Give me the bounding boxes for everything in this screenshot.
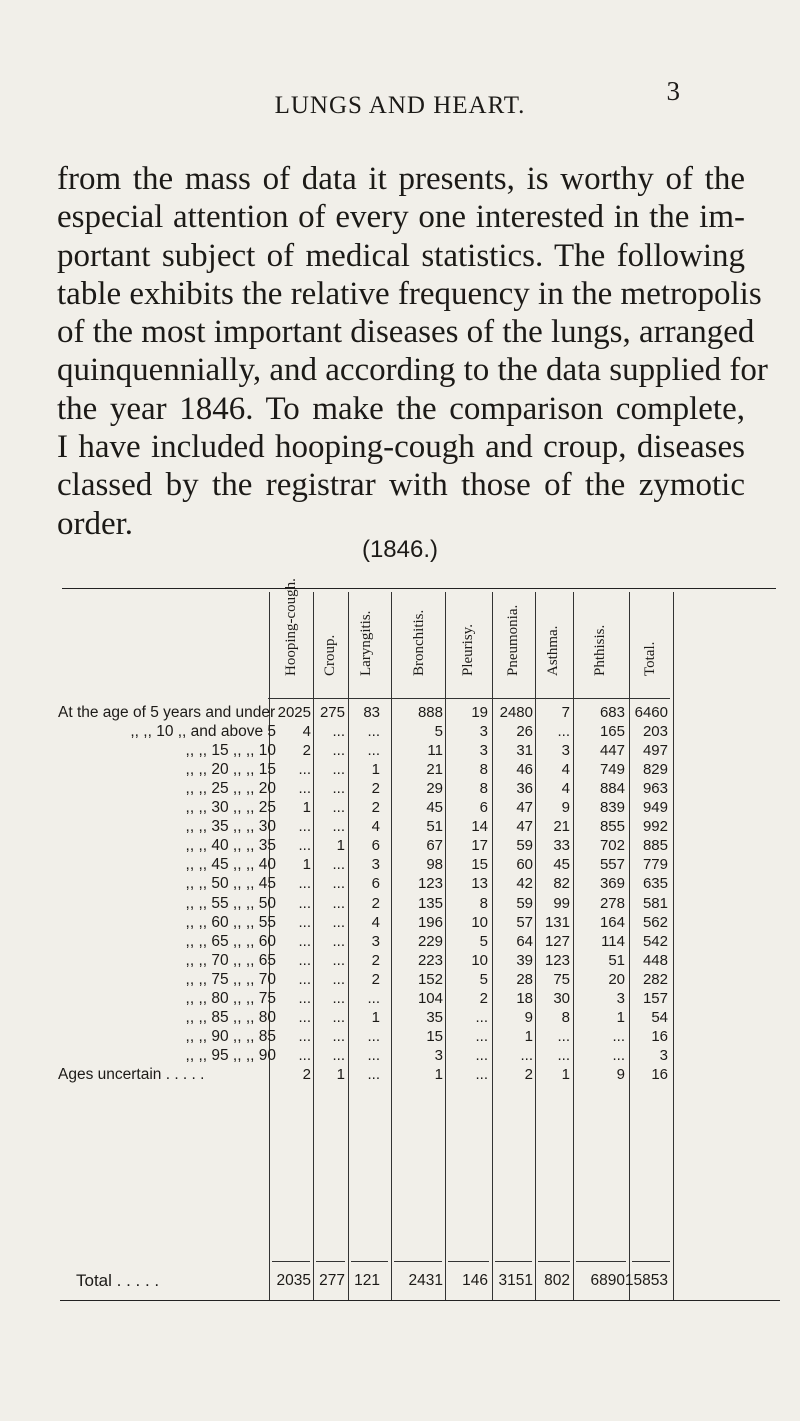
- table-cell: 3: [371, 932, 380, 950]
- table-cell: ...: [298, 951, 311, 969]
- row-label: ,, ,, 60 ,, ,, 55: [185, 913, 276, 931]
- table-cell: 47: [516, 818, 533, 836]
- table-cell: ...: [298, 989, 311, 1007]
- row-label: ,, ,, 20 ,, ,, 15: [185, 761, 276, 779]
- table-cell: 6: [371, 837, 380, 855]
- table-cell: ...: [332, 742, 345, 760]
- sum-rule: [316, 1261, 345, 1262]
- table-cell: 42: [516, 875, 533, 893]
- table-cell: 3: [371, 856, 380, 874]
- table-row: [0, 971, 800, 989]
- table-cell: 10: [471, 913, 488, 931]
- table-cell: 60: [516, 856, 533, 874]
- table-cell: 123: [544, 951, 570, 969]
- table-row: [0, 1047, 800, 1065]
- table-cell: 135: [417, 894, 443, 912]
- column-header-label: Hooping-cough.: [283, 578, 299, 676]
- sum-rule: [495, 1261, 532, 1262]
- table-cell: 16: [651, 1027, 668, 1045]
- intro-line: I have included hooping-cough and croup, diseases: [57, 429, 745, 466]
- row-label: ,, ,, 15 ,, ,, 10: [185, 742, 276, 760]
- table-cell: ...: [332, 970, 345, 988]
- table-cell: 21: [426, 761, 443, 779]
- table-cell: 16: [651, 1065, 668, 1083]
- table-cell: ...: [298, 894, 311, 912]
- table-cell: 4: [561, 761, 570, 779]
- sum-rule: [632, 1261, 670, 1262]
- table-cell: 26: [516, 723, 533, 741]
- table-cell: ...: [332, 913, 345, 931]
- table-row: [0, 799, 800, 817]
- row-label: ,, ,, 40 ,, ,, 35: [185, 837, 276, 855]
- sum-rule: [538, 1261, 570, 1262]
- row-label: ,, ,, 95 ,, ,, 90: [185, 1046, 276, 1064]
- table-cell: 15: [426, 1027, 443, 1045]
- table-cell: 157: [642, 989, 668, 1007]
- table-cell: 75: [553, 970, 570, 988]
- table-cell: 963: [642, 780, 668, 798]
- row-label: ,, ,, 35 ,, ,, 30: [185, 818, 276, 836]
- table-cell: 448: [642, 951, 668, 969]
- table-cell: 59: [516, 837, 533, 855]
- row-label: ,, ,, 45 ,, ,, 40: [185, 856, 276, 874]
- table-cell: ...: [612, 1046, 625, 1064]
- table-cell: 802: [544, 1272, 570, 1289]
- table-cell: 749: [599, 761, 625, 779]
- table-cell: ...: [475, 1008, 488, 1026]
- table-cell: 8: [479, 894, 488, 912]
- table-row: [0, 818, 800, 836]
- table-cell: 10: [471, 951, 488, 969]
- table-cell: ...: [367, 1065, 380, 1083]
- table-cell: ...: [332, 989, 345, 1007]
- table-cell: ...: [332, 1027, 345, 1045]
- table-cell: ...: [298, 932, 311, 950]
- table-cell: 83: [363, 704, 380, 721]
- table-cell: 542: [642, 932, 668, 950]
- row-label: ,, ,, 30 ,, ,, 25: [185, 799, 276, 817]
- row-label: ,, ,, 90 ,, ,, 85: [185, 1027, 276, 1045]
- table-cell: 2: [371, 780, 380, 798]
- table-cell: 6890: [590, 1272, 625, 1289]
- table-cell: 6: [371, 875, 380, 893]
- table-cell: ...: [332, 761, 345, 779]
- table-cell: 4: [371, 913, 380, 931]
- column-header-label: Pneumonia.: [505, 604, 521, 676]
- table-cell: 59: [516, 894, 533, 912]
- table-cell: 229: [417, 932, 443, 950]
- table-row: [0, 761, 800, 779]
- table-cell: 99: [553, 894, 570, 912]
- running-title: LUNGS AND HEART.: [274, 92, 526, 119]
- table-cell: 4: [371, 818, 380, 836]
- table-cell: 46: [516, 761, 533, 779]
- table-cell: 2025: [277, 704, 311, 721]
- table-cell: ...: [298, 1008, 311, 1026]
- table-cell: 82: [553, 875, 570, 893]
- table-cell: ...: [298, 818, 311, 836]
- intro-line: table exhibits the relative frequency in the metropolis: [57, 275, 762, 312]
- table-cell: 3: [479, 723, 488, 741]
- table-cell: 39: [516, 951, 533, 969]
- table-cell: 104: [417, 989, 443, 1007]
- table-cell: ...: [332, 799, 345, 817]
- table-cell: 1: [434, 1065, 443, 1083]
- table-title: (1846.): [361, 536, 439, 563]
- table-row: [0, 723, 800, 741]
- table-cell: 3: [434, 1046, 443, 1064]
- sum-rule: [272, 1261, 310, 1262]
- table-cell: 152: [417, 970, 443, 988]
- table-cell: 67: [426, 837, 443, 855]
- table-cell: 45: [426, 799, 443, 817]
- table-row: [0, 780, 800, 798]
- table-cell: 9: [616, 1065, 625, 1083]
- intro-line: especial attention of every one interested in the im-: [57, 199, 745, 236]
- table-bottom-rule: [60, 1300, 780, 1301]
- table-cell: 146: [462, 1272, 488, 1289]
- table-cell: 2: [302, 1065, 311, 1083]
- table-cell: 45: [553, 856, 570, 874]
- table-cell: ...: [298, 875, 311, 893]
- table-cell: 839: [599, 799, 625, 817]
- table-cell: 123: [417, 875, 443, 893]
- row-label: ,, ,, 10 ,, and above 5: [130, 723, 276, 741]
- table-cell: 4: [302, 723, 311, 741]
- table-cell: 2: [479, 989, 488, 1007]
- sum-rule: [448, 1261, 489, 1262]
- table-cell: 702: [599, 837, 625, 855]
- table-cell: 779: [642, 856, 668, 874]
- table-row: [0, 1066, 800, 1084]
- page-header: [0, 76, 800, 140]
- table-cell: 2: [302, 742, 311, 760]
- table-cell: 33: [553, 837, 570, 855]
- table-cell: 20: [608, 970, 625, 988]
- table-cell: 277: [319, 1272, 345, 1289]
- table-cell: ...: [298, 1046, 311, 1064]
- column-header-label: Croup.: [322, 634, 338, 676]
- table-cell: 5: [479, 970, 488, 988]
- column-header-label: Phthisis.: [592, 624, 608, 676]
- table-cell: 9: [561, 799, 570, 817]
- table-cell: 19: [471, 704, 488, 721]
- table-cell: ...: [332, 1008, 345, 1026]
- page-number: 3: [666, 76, 680, 106]
- table-cell: 21: [553, 818, 570, 836]
- header-bottom-rule: [268, 698, 670, 699]
- table-cell: 497: [642, 742, 668, 760]
- table-cell: ...: [520, 1046, 533, 1064]
- intro-line: classed by the registrar with those of the zymotic: [57, 467, 745, 504]
- table-cell: 5: [479, 932, 488, 950]
- table-row: [0, 742, 800, 760]
- table-cell: 1: [561, 1065, 570, 1083]
- sum-rule: [351, 1261, 388, 1262]
- table-cell: 562: [642, 913, 668, 931]
- table-cell: ...: [367, 989, 380, 1007]
- table-cell: 11: [427, 742, 443, 760]
- table-cell: ...: [367, 1046, 380, 1064]
- table-cell: 8: [479, 780, 488, 798]
- table-cell: 369: [599, 875, 625, 893]
- table-cell: 885: [642, 837, 668, 855]
- table-cell: 17: [471, 837, 488, 855]
- table-cell: 581: [642, 894, 668, 912]
- table-row: [0, 952, 800, 970]
- table-cell: 557: [599, 856, 625, 874]
- intro-line: portant subject of medical statistics. The following: [57, 237, 745, 274]
- table-cell: 888: [417, 704, 443, 721]
- table-cell: 855: [599, 818, 625, 836]
- table-cell: ...: [298, 780, 311, 798]
- table-cell: 164: [599, 913, 625, 931]
- table-cell: 36: [516, 780, 533, 798]
- table-cell: 635: [642, 875, 668, 893]
- table-cell: ...: [332, 875, 345, 893]
- table-cell: ...: [367, 1027, 380, 1045]
- table-cell: 114: [601, 932, 625, 950]
- row-label: ,, ,, 65 ,, ,, 60: [185, 932, 276, 950]
- table-cell: ...: [298, 761, 311, 779]
- table-cell: ...: [332, 780, 345, 798]
- table-cell: ...: [557, 1046, 570, 1064]
- table-cell: 7: [561, 704, 570, 721]
- intro-line: from the mass of data it presents, is worthy of the: [57, 161, 745, 197]
- table-row: [0, 875, 800, 893]
- table-cell: 54: [651, 1008, 668, 1026]
- table-cell: 1: [302, 856, 311, 874]
- table-row: [0, 895, 800, 913]
- table-cell: 1: [524, 1027, 533, 1045]
- table-cell: ...: [332, 951, 345, 969]
- table-row: [0, 933, 800, 951]
- row-label: ,, ,, 70 ,, ,, 65: [185, 951, 276, 969]
- sum-rule: [394, 1261, 442, 1262]
- table-cell: ...: [332, 856, 345, 874]
- table-cell: 18: [516, 989, 533, 1007]
- row-label: ,, ,, 80 ,, ,, 75: [185, 989, 276, 1007]
- table-cell: 127: [544, 932, 570, 950]
- table-cell: 3: [479, 742, 488, 760]
- row-label: Ages uncertain . . . . .: [58, 1065, 205, 1083]
- table-cell: 1: [371, 1008, 380, 1026]
- table-cell: ...: [475, 1027, 488, 1045]
- table-cell: ...: [298, 913, 311, 931]
- row-label: ,, ,, 75 ,, ,, 70: [185, 970, 276, 988]
- table-row: [0, 1009, 800, 1027]
- column-header-label: Pleurisy.: [460, 624, 476, 676]
- table-cell: ...: [475, 1046, 488, 1064]
- table-cell: 3151: [498, 1272, 533, 1289]
- table-cell: 13: [471, 875, 488, 893]
- table-cell: 9: [524, 1008, 533, 1026]
- table-cell: 282: [642, 970, 668, 988]
- table-top-rule: [62, 588, 776, 589]
- table-cell: 131: [544, 913, 570, 931]
- table-cell: 829: [642, 761, 668, 779]
- table-cell: 992: [642, 818, 668, 836]
- table-cell: 6460: [634, 704, 668, 721]
- table-cell: 8: [561, 1008, 570, 1026]
- table-cell: 14: [471, 818, 488, 836]
- row-label: ,, ,, 55 ,, ,, 50: [185, 894, 276, 912]
- table-cell: 223: [417, 951, 443, 969]
- column-header-label: Bronchitis.: [411, 609, 427, 676]
- intro-line: quinquennially, and according to the data supplied for: [57, 352, 768, 389]
- table-cell: 3: [659, 1046, 668, 1064]
- table-cell: 15853: [624, 1272, 668, 1289]
- table-cell: ...: [332, 1046, 345, 1064]
- table-cell: 2035: [276, 1272, 311, 1289]
- table-cell: 4: [561, 780, 570, 798]
- table-cell: 1: [371, 761, 380, 779]
- table-cell: 1: [336, 1065, 345, 1083]
- table-row: [0, 990, 800, 1008]
- table-cell: 2: [371, 951, 380, 969]
- table-cell: 51: [608, 951, 625, 969]
- table-row: [0, 704, 800, 722]
- table-cell: 28: [516, 970, 533, 988]
- table-cell: ...: [557, 723, 570, 741]
- row-label: ,, ,, 85 ,, ,, 80: [185, 1008, 276, 1026]
- table-cell: 2431: [408, 1272, 443, 1289]
- table-cell: 278: [599, 894, 625, 912]
- row-label: At the age of 5 years and under: [58, 704, 276, 721]
- table-cell: 35: [426, 1008, 443, 1026]
- column-header-label: Total.: [642, 641, 658, 676]
- table-cell: 5: [434, 723, 443, 741]
- table-cell: 884: [599, 780, 625, 798]
- table-cell: 196: [417, 913, 443, 931]
- table-cell: ...: [332, 818, 345, 836]
- intro-line: order.: [57, 505, 134, 542]
- table-cell: 29: [426, 780, 443, 798]
- table-cell: 2: [371, 894, 380, 912]
- table-cell: 31: [516, 742, 533, 760]
- table-cell: ...: [298, 1027, 311, 1045]
- table-cell: 447: [599, 742, 625, 760]
- table-cell: 275: [319, 704, 345, 721]
- table-cell: ...: [367, 742, 380, 760]
- table-cell: 8: [479, 761, 488, 779]
- table-cell: 57: [516, 913, 533, 931]
- table-cell: 2480: [499, 704, 533, 721]
- row-label: Total . . . . .: [76, 1271, 160, 1290]
- table-cell: 1: [336, 837, 345, 855]
- intro-line: of the most important diseases of the lungs, arranged: [57, 314, 755, 351]
- table-cell: ...: [298, 837, 311, 855]
- row-label: ,, ,, 25 ,, ,, 20: [185, 780, 276, 798]
- table-cell: 30: [553, 989, 570, 1007]
- column-header-label: Asthma.: [545, 625, 561, 676]
- table-cell: ...: [475, 1065, 488, 1083]
- table-cell: ...: [332, 894, 345, 912]
- table-cell: 51: [426, 818, 443, 836]
- table-cell: 203: [642, 723, 668, 741]
- table-cell: 2: [371, 970, 380, 988]
- table-cell: 2: [371, 799, 380, 817]
- table-cell: 6: [479, 799, 488, 817]
- table-cell: ...: [557, 1027, 570, 1045]
- table-cell: 683: [599, 704, 625, 721]
- table-row: [0, 914, 800, 932]
- sum-rule: [576, 1261, 626, 1262]
- table-row: [0, 1028, 800, 1046]
- table-cell: 165: [599, 723, 625, 741]
- table-cell: 1: [616, 1008, 625, 1026]
- table-cell: ...: [332, 723, 345, 741]
- table-cell: ...: [332, 932, 345, 950]
- table-cell: ...: [367, 723, 380, 741]
- total-row: [0, 1272, 800, 1290]
- table-cell: 2: [524, 1065, 533, 1083]
- table-cell: 949: [642, 799, 668, 817]
- table-cell: 64: [516, 932, 533, 950]
- table-cell: 121: [354, 1272, 380, 1289]
- table-row: [0, 856, 800, 874]
- intro-paragraph: [57, 160, 768, 543]
- table-row: [0, 837, 800, 855]
- table-cell: 15: [471, 856, 488, 874]
- table-cell: ...: [298, 970, 311, 988]
- table-cell: 3: [561, 742, 570, 760]
- table-cell: 1: [302, 799, 311, 817]
- table-cell: 47: [516, 799, 533, 817]
- column-header-label: Laryngitis.: [358, 610, 374, 676]
- table-cell: ...: [612, 1027, 625, 1045]
- table-cell: 98: [426, 856, 443, 874]
- row-label: ,, ,, 50 ,, ,, 45: [185, 875, 276, 893]
- table-cell: 3: [616, 989, 625, 1007]
- intro-line: the year 1846. To make the comparison complete,: [57, 390, 745, 427]
